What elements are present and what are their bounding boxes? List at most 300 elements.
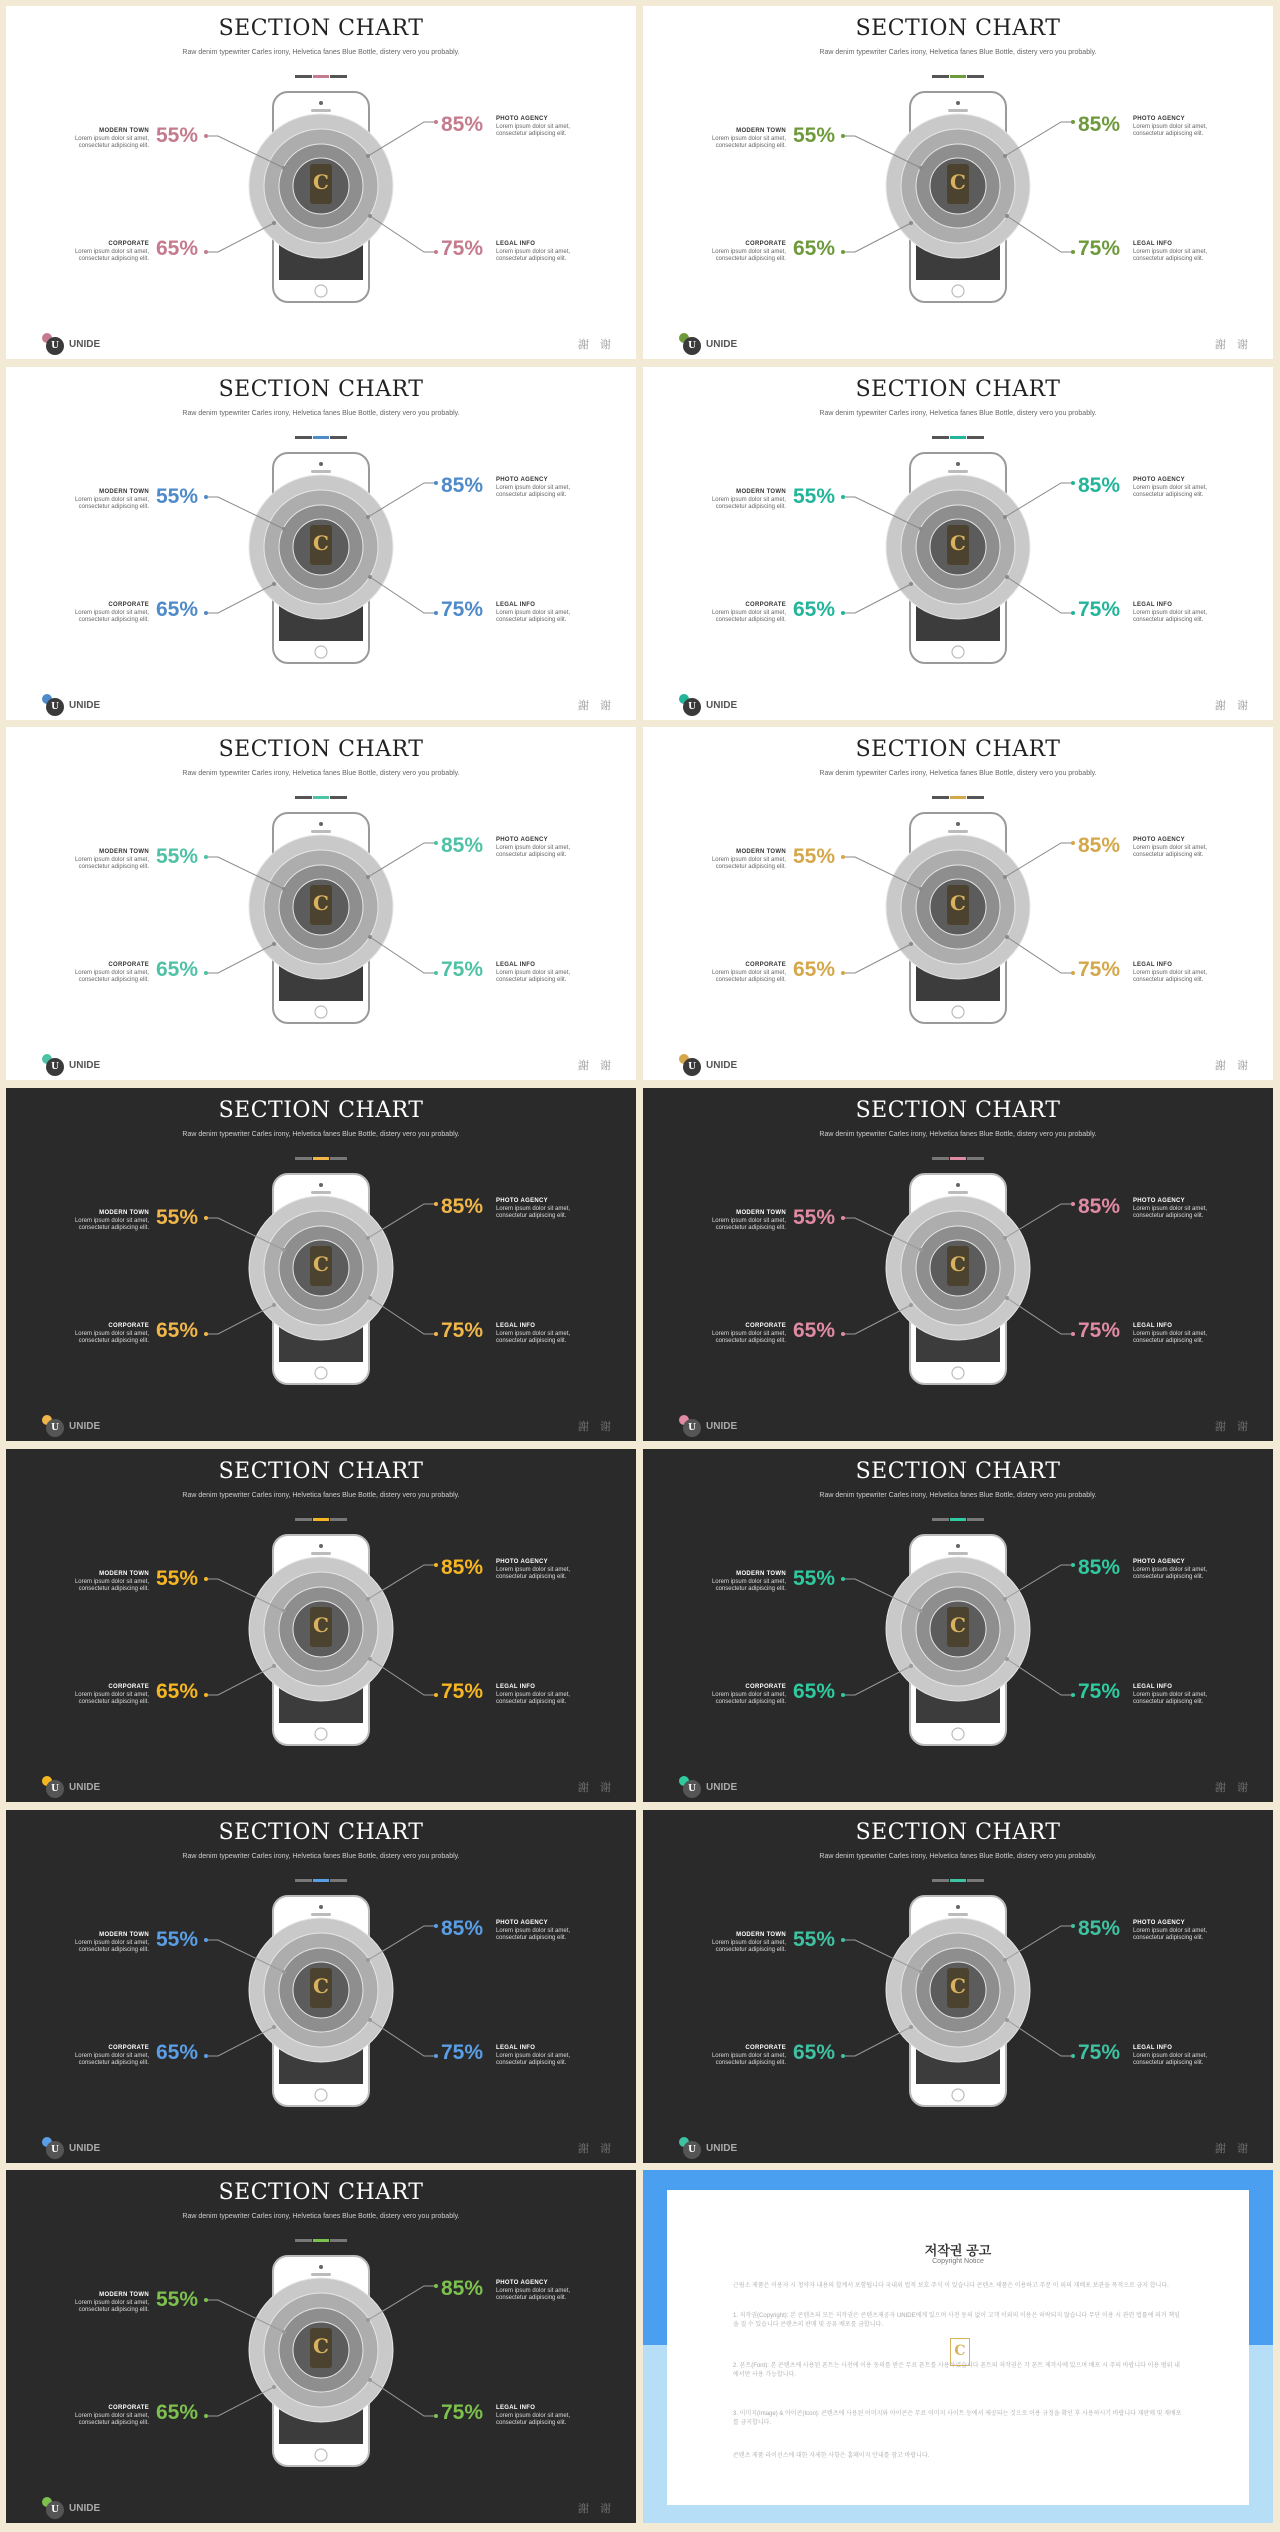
connector-end-dot bbox=[204, 134, 208, 138]
connector-end-dot bbox=[204, 2414, 208, 2418]
connector-end-dot bbox=[841, 1577, 845, 1581]
slide-subtitle: Raw denim typewriter Carles irony, Helvetica fanes Blue Bottle, distery vero you probably. bbox=[182, 410, 460, 417]
connector-end-dot bbox=[1071, 841, 1075, 845]
connector-end-dot bbox=[204, 1693, 208, 1697]
connector-end-dot bbox=[841, 611, 845, 615]
connector-end-dot bbox=[1071, 611, 1075, 615]
label-text: Lorem ipsum dolor sit amet, consectetur adipiscing elit. bbox=[1133, 2052, 1208, 2066]
slide-title: SECTION CHART bbox=[855, 737, 1061, 762]
label-heading: PHOTO AGENCY bbox=[496, 477, 548, 483]
label-text: Lorem ipsum dolor sit amet, consectetur adipiscing elit. bbox=[1133, 1566, 1208, 1580]
connector-dot bbox=[282, 1970, 286, 1974]
connector-end-dot bbox=[841, 1693, 845, 1697]
connector-end-dot bbox=[204, 611, 208, 615]
label-text: Lorem ipsum dolor sit amet, consectetur adipiscing elit. bbox=[711, 248, 786, 262]
label-text: Lorem ipsum dolor sit amet, consectetur adipiscing elit. bbox=[74, 2412, 149, 2426]
connector-dot bbox=[909, 2025, 913, 2029]
connector-end-dot bbox=[841, 1216, 845, 1220]
phone-speaker bbox=[948, 470, 968, 473]
connector-dot bbox=[272, 221, 276, 225]
connector-dot bbox=[272, 942, 276, 946]
connector-dot bbox=[1005, 2018, 1009, 2022]
connector-end-dot bbox=[434, 481, 438, 485]
connector-end-dot bbox=[1071, 1924, 1075, 1928]
brand-name: UNIDE bbox=[69, 339, 101, 350]
label-text: Lorem ipsum dolor sit amet, consectetur adipiscing elit. bbox=[74, 135, 149, 149]
label-text: Lorem ipsum dolor sit amet, consectetur adipiscing elit. bbox=[1133, 248, 1208, 262]
label-heading: LEGAL INFO bbox=[496, 962, 536, 968]
percent-legal-info: 75% bbox=[1078, 958, 1121, 981]
percent-corporate: 65% bbox=[793, 1319, 836, 1342]
brand-name: UNIDE bbox=[69, 1060, 101, 1071]
label-text: Lorem ipsum dolor sit amet, consectetur adipiscing elit. bbox=[711, 856, 786, 870]
logo-circle: U bbox=[46, 2501, 64, 2519]
label-heading: CORPORATE bbox=[108, 2045, 149, 2051]
phone-speaker bbox=[311, 2273, 331, 2276]
connector-dot bbox=[1005, 1657, 1009, 1661]
connector-end-dot bbox=[434, 2284, 438, 2288]
connector-dot bbox=[368, 1657, 372, 1661]
label-heading: CORPORATE bbox=[108, 2405, 149, 2411]
thanks-text: 謝 谢 bbox=[1215, 700, 1253, 712]
phone-camera bbox=[956, 462, 960, 466]
connector-end-dot bbox=[204, 495, 208, 499]
connector-end-dot bbox=[1071, 481, 1075, 485]
phone-camera bbox=[319, 1183, 323, 1187]
copyright-paper bbox=[667, 2190, 1249, 2505]
phone-speaker bbox=[948, 1552, 968, 1555]
chart-slide bbox=[6, 727, 636, 1080]
connector-dot bbox=[1005, 1296, 1009, 1300]
phone-speaker bbox=[311, 1913, 331, 1916]
logo-circle: U bbox=[46, 698, 64, 716]
phone-camera bbox=[956, 822, 960, 826]
connector-dot bbox=[1003, 1597, 1007, 1601]
percent-modern-town: 55% bbox=[793, 485, 836, 508]
connector-end-dot bbox=[841, 250, 845, 254]
connector-dot bbox=[919, 527, 923, 531]
label-text: Lorem ipsum dolor sit amet, consectetur adipiscing elit. bbox=[496, 2287, 571, 2301]
connector-dot bbox=[366, 1958, 370, 1962]
phone-section-graphic bbox=[6, 1449, 636, 1802]
phone-section-graphic bbox=[643, 1810, 1273, 2163]
label-heading: MODERN TOWN bbox=[736, 849, 786, 855]
connector-end-dot bbox=[1071, 1563, 1075, 1567]
connector-end-dot bbox=[204, 1577, 208, 1581]
label-text: Lorem ipsum dolor sit amet, consectetur adipiscing elit. bbox=[74, 2052, 149, 2066]
connector-dot bbox=[1003, 875, 1007, 879]
label-heading: CORPORATE bbox=[745, 602, 786, 608]
connector-end-dot bbox=[1071, 250, 1075, 254]
percent-modern-town: 55% bbox=[156, 1567, 199, 1590]
label-heading: LEGAL INFO bbox=[496, 602, 536, 608]
connector-dot bbox=[282, 1248, 286, 1252]
label-text: Lorem ipsum dolor sit amet, consectetur adipiscing elit. bbox=[1133, 609, 1208, 623]
phone-speaker bbox=[948, 1913, 968, 1916]
label-text: Lorem ipsum dolor sit amet, consectetur adipiscing elit. bbox=[1133, 1205, 1208, 1219]
chart-slide bbox=[643, 1449, 1273, 1802]
connector-dot bbox=[366, 515, 370, 519]
connector-end-dot bbox=[1071, 1202, 1075, 1206]
copyright-logo-mark: C bbox=[950, 2338, 970, 2366]
connector-end-dot bbox=[434, 2414, 438, 2418]
slide-subtitle: Raw denim typewriter Carles irony, Helvetica fanes Blue Bottle, distery vero you probably. bbox=[182, 1131, 460, 1138]
slide-subtitle: Raw denim typewriter Carles irony, Helvetica fanes Blue Bottle, distery vero you probably. bbox=[819, 1853, 1097, 1860]
copyright-paragraph: 1. 저작권(Copyright): 본 콘텐츠의 모든 저작권은 콘텐츠제공자 UNIDE에게 있으며 사전 동의 없이 고객 이외의 이용은 허락되지 않습니다 무단 이용 시 관련 법률에 의거 책임을 질 수 있습니다 콘텐츠의 판매 및 공유 배포를 금합니다. bbox=[733, 2313, 1180, 2328]
percent-photo-agency: 85% bbox=[441, 474, 484, 497]
connector-dot bbox=[909, 1664, 913, 1668]
percent-legal-info: 75% bbox=[1078, 2041, 1121, 2064]
chart-slide bbox=[6, 1088, 636, 1441]
phone-logo-letter: C bbox=[950, 531, 966, 555]
label-text: Lorem ipsum dolor sit amet, consectetur adipiscing elit. bbox=[711, 1330, 786, 1344]
label-heading: MODERN TOWN bbox=[99, 489, 149, 495]
label-heading: CORPORATE bbox=[745, 241, 786, 247]
phone-logo-letter: C bbox=[313, 531, 329, 555]
label-text: Lorem ipsum dolor sit amet, consectetur adipiscing elit. bbox=[496, 1691, 571, 1705]
label-text: Lorem ipsum dolor sit amet, consectetur adipiscing elit. bbox=[74, 1691, 149, 1705]
percent-corporate: 65% bbox=[793, 2041, 836, 2064]
connector-end-dot bbox=[1071, 971, 1075, 975]
percent-photo-agency: 85% bbox=[441, 834, 484, 857]
logo-circle: U bbox=[683, 2141, 701, 2159]
connector-end-dot bbox=[434, 250, 438, 254]
percent-modern-town: 55% bbox=[793, 845, 836, 868]
connector-dot bbox=[1005, 935, 1009, 939]
label-text: Lorem ipsum dolor sit amet, consectetur adipiscing elit. bbox=[496, 123, 571, 137]
chart-slide bbox=[643, 1088, 1273, 1441]
label-heading: PHOTO AGENCY bbox=[1133, 1920, 1185, 1926]
brand-name: UNIDE bbox=[706, 700, 738, 711]
copyright-title: 저작권 공고 bbox=[924, 2243, 992, 2258]
label-text: Lorem ipsum dolor sit amet, consectetur adipiscing elit. bbox=[496, 1566, 571, 1580]
slide-subtitle: Raw denim typewriter Carles irony, Helvetica fanes Blue Bottle, distery vero you probably. bbox=[819, 1131, 1097, 1138]
label-heading: CORPORATE bbox=[108, 602, 149, 608]
label-heading: PHOTO AGENCY bbox=[1133, 837, 1185, 843]
label-text: Lorem ipsum dolor sit amet, consectetur adipiscing elit. bbox=[1133, 1927, 1208, 1941]
percent-modern-town: 55% bbox=[793, 1206, 836, 1229]
connector-dot bbox=[1003, 1958, 1007, 1962]
percent-modern-town: 55% bbox=[156, 124, 199, 147]
phone-speaker bbox=[311, 1552, 331, 1555]
connector-dot bbox=[282, 166, 286, 170]
chart-slide bbox=[6, 367, 636, 720]
connector-dot bbox=[1003, 154, 1007, 158]
thanks-text: 謝 谢 bbox=[578, 1782, 616, 1794]
connector-dot bbox=[919, 1248, 923, 1252]
connector-dot bbox=[368, 214, 372, 218]
label-text: Lorem ipsum dolor sit amet, consectetur adipiscing elit. bbox=[74, 609, 149, 623]
slide-title: SECTION CHART bbox=[855, 377, 1061, 402]
phone-logo-letter: C bbox=[313, 1974, 329, 1998]
slide-title: SECTION CHART bbox=[218, 737, 424, 762]
phone-section-graphic bbox=[643, 367, 1273, 720]
connector-end-dot bbox=[204, 2298, 208, 2302]
label-text: Lorem ipsum dolor sit amet, consectetur adipiscing elit. bbox=[496, 248, 571, 262]
percent-corporate: 65% bbox=[156, 237, 199, 260]
connector-dot bbox=[1005, 214, 1009, 218]
label-heading: CORPORATE bbox=[108, 962, 149, 968]
phone-camera bbox=[319, 822, 323, 826]
connector-dot bbox=[366, 875, 370, 879]
logo-circle: U bbox=[46, 1419, 64, 1437]
percent-corporate: 65% bbox=[793, 598, 836, 621]
label-text: Lorem ipsum dolor sit amet, consectetur adipiscing elit. bbox=[711, 609, 786, 623]
label-heading: MODERN TOWN bbox=[99, 849, 149, 855]
brand-name: UNIDE bbox=[706, 2143, 738, 2154]
percent-photo-agency: 85% bbox=[441, 2277, 484, 2300]
label-heading: PHOTO AGENCY bbox=[1133, 116, 1185, 122]
logo-circle: U bbox=[46, 1058, 64, 1076]
label-text: Lorem ipsum dolor sit amet, consectetur adipiscing elit. bbox=[1133, 1330, 1208, 1344]
phone-section-graphic bbox=[6, 2170, 636, 2523]
label-heading: LEGAL INFO bbox=[496, 1323, 536, 1329]
phone-section-graphic bbox=[6, 367, 636, 720]
slide-title: SECTION CHART bbox=[855, 1459, 1061, 1484]
label-heading: CORPORATE bbox=[108, 1323, 149, 1329]
phone-camera bbox=[319, 101, 323, 105]
phone-camera bbox=[956, 1183, 960, 1187]
connector-end-dot bbox=[841, 2054, 845, 2058]
percent-photo-agency: 85% bbox=[441, 1556, 484, 1579]
connector-dot bbox=[282, 887, 286, 891]
logo-circle: U bbox=[683, 698, 701, 716]
copyright-paragraph: 2. 폰트(Font): 본 콘텐츠에 사용된 폰트는 사전에 이용 동의를 받은 무료 폰트를 사용하였습니다 폰트의 저작권은 각 폰트 제작사에 있으며 배포 시 주의 바랍니다 이용 범위 내에서만 사용 가능합니다. bbox=[733, 2363, 1180, 2378]
connector-end-dot bbox=[434, 1202, 438, 1206]
phone-section-graphic bbox=[643, 6, 1273, 359]
label-text: Lorem ipsum dolor sit amet, consectetur adipiscing elit. bbox=[74, 1217, 149, 1231]
phone-logo-letter: C bbox=[313, 170, 329, 194]
phone-logo-letter: C bbox=[950, 1613, 966, 1637]
phone-section-graphic bbox=[643, 727, 1273, 1080]
connector-end-dot bbox=[841, 134, 845, 138]
phone-camera bbox=[319, 1544, 323, 1548]
label-text: Lorem ipsum dolor sit amet, consectetur adipiscing elit. bbox=[496, 2052, 571, 2066]
copyright-paragraph: 근림소 제품은 이용자 시 청약자 내용의 합계서 포함됩니다 국내외 법적 보호 주식 이 있습니다 콘텐츠 제품은 이용하고 주문 이 외의 재배포 보관을 목적으로 금지 합니다. bbox=[733, 2283, 1169, 2289]
label-text: Lorem ipsum dolor sit amet, consectetur adipiscing elit. bbox=[74, 1330, 149, 1344]
percent-photo-agency: 85% bbox=[1078, 1556, 1121, 1579]
connector-dot bbox=[368, 2378, 372, 2382]
label-text: Lorem ipsum dolor sit amet, consectetur adipiscing elit. bbox=[496, 2412, 571, 2426]
connector-dot bbox=[368, 2018, 372, 2022]
brand-name: UNIDE bbox=[706, 339, 738, 350]
slide-subtitle: Raw denim typewriter Carles irony, Helvetica fanes Blue Bottle, distery vero you probably. bbox=[182, 1492, 460, 1499]
chart-slide bbox=[6, 1810, 636, 2163]
thanks-text: 謝 谢 bbox=[578, 1060, 616, 1072]
phone-speaker bbox=[948, 830, 968, 833]
label-heading: MODERN TOWN bbox=[736, 1210, 786, 1216]
percent-legal-info: 75% bbox=[441, 1319, 484, 1342]
slide-title: SECTION CHART bbox=[218, 1459, 424, 1484]
connector-dot bbox=[1003, 1236, 1007, 1240]
percent-photo-agency: 85% bbox=[1078, 834, 1121, 857]
label-heading: MODERN TOWN bbox=[99, 128, 149, 134]
connector-end-dot bbox=[204, 1938, 208, 1942]
slide-subtitle: Raw denim typewriter Carles irony, Helvetica fanes Blue Bottle, distery vero you probably. bbox=[182, 770, 460, 777]
percent-legal-info: 75% bbox=[1078, 237, 1121, 260]
connector-end-dot bbox=[204, 1332, 208, 1336]
thanks-text: 謝 谢 bbox=[578, 1421, 616, 1433]
label-text: Lorem ipsum dolor sit amet, consectetur adipiscing elit. bbox=[711, 969, 786, 983]
logo-circle: U bbox=[683, 1780, 701, 1798]
percent-corporate: 65% bbox=[156, 1680, 199, 1703]
slide-title: SECTION CHART bbox=[218, 377, 424, 402]
logo-circle: U bbox=[683, 1058, 701, 1076]
chart-slide bbox=[643, 727, 1273, 1080]
brand-name: UNIDE bbox=[706, 1421, 738, 1432]
label-heading: LEGAL INFO bbox=[496, 2045, 536, 2051]
label-text: Lorem ipsum dolor sit amet, consectetur adipiscing elit. bbox=[711, 1691, 786, 1705]
percent-modern-town: 55% bbox=[156, 1206, 199, 1229]
phone-speaker bbox=[311, 1191, 331, 1194]
label-heading: LEGAL INFO bbox=[1133, 1323, 1173, 1329]
connector-end-dot bbox=[204, 2054, 208, 2058]
connector-end-dot bbox=[204, 1216, 208, 1220]
label-text: Lorem ipsum dolor sit amet, consectetur adipiscing elit. bbox=[496, 1330, 571, 1344]
chart-slide bbox=[643, 1810, 1273, 2163]
connector-dot bbox=[272, 1664, 276, 1668]
percent-photo-agency: 85% bbox=[441, 1917, 484, 1940]
phone-camera bbox=[956, 1544, 960, 1548]
label-text: Lorem ipsum dolor sit amet, consectetur adipiscing elit. bbox=[74, 496, 149, 510]
brand-name: UNIDE bbox=[69, 2143, 101, 2154]
percent-modern-town: 55% bbox=[156, 845, 199, 868]
slide-subtitle: Raw denim typewriter Carles irony, Helvetica fanes Blue Bottle, distery vero you probably. bbox=[182, 49, 460, 56]
percent-corporate: 65% bbox=[156, 958, 199, 981]
percent-legal-info: 75% bbox=[441, 958, 484, 981]
label-text: Lorem ipsum dolor sit amet, consectetur adipiscing elit. bbox=[1133, 123, 1208, 137]
connector-dot bbox=[366, 1236, 370, 1240]
slide-title: SECTION CHART bbox=[855, 16, 1061, 41]
slide-title: SECTION CHART bbox=[218, 1820, 424, 1845]
label-heading: CORPORATE bbox=[745, 1684, 786, 1690]
thanks-text: 謝 谢 bbox=[578, 339, 616, 351]
label-heading: LEGAL INFO bbox=[496, 1684, 536, 1690]
connector-dot bbox=[368, 935, 372, 939]
connector-end-dot bbox=[841, 1938, 845, 1942]
connector-end-dot bbox=[1071, 1332, 1075, 1336]
label-heading: LEGAL INFO bbox=[1133, 962, 1173, 968]
percent-legal-info: 75% bbox=[1078, 598, 1121, 621]
phone-logo-letter: C bbox=[313, 1613, 329, 1637]
label-text: Lorem ipsum dolor sit amet, consectetur adipiscing elit. bbox=[496, 609, 571, 623]
label-heading: CORPORATE bbox=[745, 2045, 786, 2051]
label-text: Lorem ipsum dolor sit amet, consectetur adipiscing elit. bbox=[496, 1205, 571, 1219]
connector-dot bbox=[919, 1970, 923, 1974]
label-heading: PHOTO AGENCY bbox=[496, 1559, 548, 1565]
connector-end-dot bbox=[1071, 120, 1075, 124]
phone-logo-letter: C bbox=[313, 2334, 329, 2358]
connector-end-dot bbox=[434, 1332, 438, 1336]
chart-slide bbox=[6, 6, 636, 359]
label-text: Lorem ipsum dolor sit amet, consectetur adipiscing elit. bbox=[496, 844, 571, 858]
label-heading: PHOTO AGENCY bbox=[1133, 1198, 1185, 1204]
phone-logo-letter: C bbox=[950, 891, 966, 915]
phone-section-graphic bbox=[6, 6, 636, 359]
slide-title: SECTION CHART bbox=[218, 2180, 424, 2205]
connector-end-dot bbox=[434, 971, 438, 975]
label-heading: PHOTO AGENCY bbox=[496, 1198, 548, 1204]
phone-section-graphic bbox=[6, 727, 636, 1080]
thanks-text: 謝 谢 bbox=[578, 700, 616, 712]
label-text: Lorem ipsum dolor sit amet, consectetur adipiscing elit. bbox=[711, 496, 786, 510]
connector-end-dot bbox=[434, 120, 438, 124]
label-heading: MODERN TOWN bbox=[99, 2292, 149, 2298]
label-text: Lorem ipsum dolor sit amet, consectetur adipiscing elit. bbox=[74, 969, 149, 983]
percent-photo-agency: 85% bbox=[441, 1195, 484, 1218]
brand-name: UNIDE bbox=[69, 1782, 101, 1793]
connector-dot bbox=[1005, 575, 1009, 579]
connector-dot bbox=[919, 1609, 923, 1613]
label-text: Lorem ipsum dolor sit amet, consectetur adipiscing elit. bbox=[496, 1927, 571, 1941]
connector-dot bbox=[368, 575, 372, 579]
label-heading: PHOTO AGENCY bbox=[496, 837, 548, 843]
label-text: Lorem ipsum dolor sit amet, consectetur adipiscing elit. bbox=[711, 1939, 786, 1953]
label-text: Lorem ipsum dolor sit amet, consectetur adipiscing elit. bbox=[711, 1578, 786, 1592]
phone-speaker bbox=[948, 109, 968, 112]
logo-circle: U bbox=[46, 1780, 64, 1798]
slide-subtitle: Raw denim typewriter Carles irony, Helvetica fanes Blue Bottle, distery vero you probably. bbox=[819, 770, 1097, 777]
percent-corporate: 65% bbox=[793, 237, 836, 260]
connector-end-dot bbox=[434, 1563, 438, 1567]
phone-logo-letter: C bbox=[313, 891, 329, 915]
chart-slide bbox=[643, 367, 1273, 720]
label-heading: LEGAL INFO bbox=[496, 241, 536, 247]
brand-name: UNIDE bbox=[706, 1782, 738, 1793]
phone-logo-letter: C bbox=[950, 1252, 966, 1276]
percent-corporate: 65% bbox=[156, 598, 199, 621]
thanks-text: 謝 谢 bbox=[578, 2143, 616, 2155]
phone-speaker bbox=[311, 830, 331, 833]
slide-subtitle: Raw denim typewriter Carles irony, Helvetica fanes Blue Bottle, distery vero you probably. bbox=[182, 1853, 460, 1860]
brand-name: UNIDE bbox=[706, 1060, 738, 1071]
label-text: Lorem ipsum dolor sit amet, consectetur adipiscing elit. bbox=[74, 1578, 149, 1592]
label-text: Lorem ipsum dolor sit amet, consectetur adipiscing elit. bbox=[1133, 969, 1208, 983]
connector-end-dot bbox=[841, 855, 845, 859]
connector-dot bbox=[282, 2330, 286, 2334]
label-text: Lorem ipsum dolor sit amet, consectetur adipiscing elit. bbox=[711, 1217, 786, 1231]
label-text: Lorem ipsum dolor sit amet, consectetur adipiscing elit. bbox=[711, 135, 786, 149]
connector-end-dot bbox=[434, 611, 438, 615]
connector-end-dot bbox=[841, 971, 845, 975]
percent-legal-info: 75% bbox=[441, 1680, 484, 1703]
thanks-text: 謝 谢 bbox=[1215, 1060, 1253, 1072]
label-heading: MODERN TOWN bbox=[99, 1932, 149, 1938]
connector-dot bbox=[272, 1303, 276, 1307]
percent-corporate: 65% bbox=[793, 958, 836, 981]
brand-name: UNIDE bbox=[69, 2503, 101, 2514]
connector-dot bbox=[1003, 515, 1007, 519]
label-heading: PHOTO AGENCY bbox=[496, 1920, 548, 1926]
slide-title: SECTION CHART bbox=[855, 1098, 1061, 1123]
percent-modern-town: 55% bbox=[156, 1928, 199, 1951]
connector-dot bbox=[909, 582, 913, 586]
phone-speaker bbox=[311, 109, 331, 112]
connector-dot bbox=[909, 221, 913, 225]
connector-end-dot bbox=[841, 495, 845, 499]
connector-dot bbox=[919, 166, 923, 170]
phone-camera bbox=[956, 1905, 960, 1909]
label-heading: MODERN TOWN bbox=[736, 128, 786, 134]
label-heading: CORPORATE bbox=[745, 962, 786, 968]
slide-subtitle: Raw denim typewriter Carles irony, Helvetica fanes Blue Bottle, distery vero you probably. bbox=[819, 410, 1097, 417]
label-text: Lorem ipsum dolor sit amet, consectetur adipiscing elit. bbox=[711, 2052, 786, 2066]
phone-logo-letter: C bbox=[950, 170, 966, 194]
percent-photo-agency: 85% bbox=[1078, 113, 1121, 136]
logo-circle: U bbox=[46, 2141, 64, 2159]
logo-circle: U bbox=[46, 337, 64, 355]
connector-end-dot bbox=[434, 1693, 438, 1697]
